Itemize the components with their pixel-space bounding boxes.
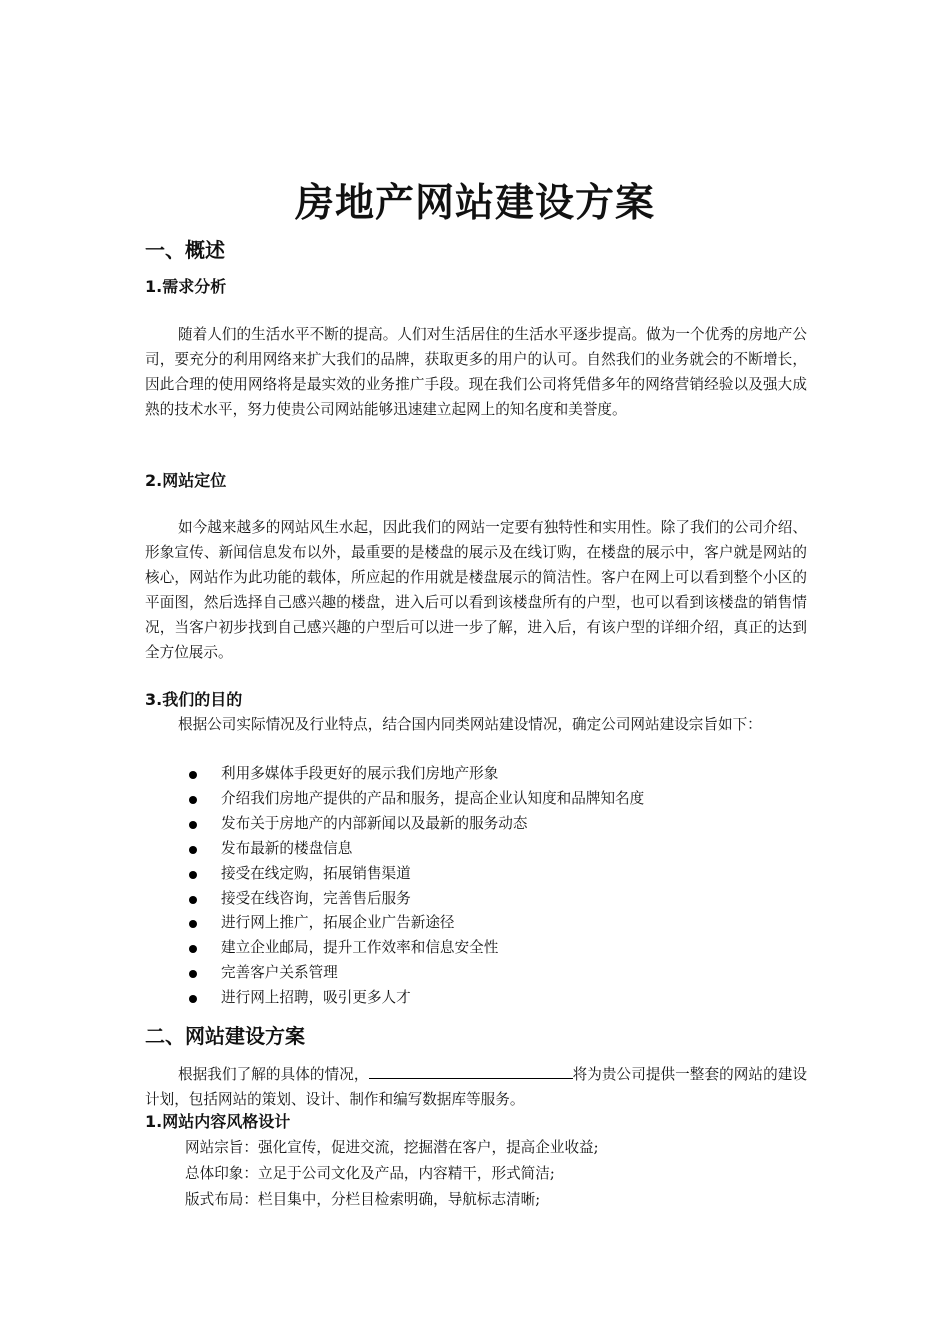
section-heading-overview: 一、概述: [145, 238, 225, 262]
paragraph-plan-intro: [145, 1062, 807, 1112]
bullet-icon: [189, 970, 197, 978]
content-style-lines: [185, 1135, 599, 1213]
list-item: [185, 887, 644, 912]
style-line-purpose: 网站宗旨：强化宣传，促进交流，挖掘潜在客户，提高企业收益;: [185, 1139, 599, 1156]
list-item: [185, 961, 644, 986]
document-title: 房地产网站建设方案: [294, 181, 655, 226]
list-item-text: 发布最新的楼盘信息: [221, 839, 353, 857]
list-item: [185, 986, 644, 1011]
section-heading-plan: 二、网站建设方案: [145, 1024, 305, 1048]
goals-bullet-list: [185, 762, 644, 1011]
paragraph-requirements: 随着人们的生活水平不断的提高。人们对生活居住的生活水平逐步提高。做为一个优秀的房地产公司，要充分的利用网络来扩大我们的品牌，获取更多的用户的认可。自然我们的业务就会的不断增长，因此合理的使用网络将是最实效的业务推广手段。现在我们公司将凭借多年的网络营销经验以及强大成熟的技术水平，努力使贵公司网站能够迅速建立起网上的知名度和美誉度。: [145, 326, 807, 418]
subheading-goals: 3.我们的目的: [145, 690, 243, 709]
company-name-blank: [369, 1062, 573, 1079]
list-item: [185, 837, 644, 862]
style-line-layout: 版式布局：栏目集中，分栏目检索明确，导航标志清晰;: [185, 1191, 541, 1208]
bullet-icon: [189, 995, 197, 1003]
list-item-text: 进行网上推广，拓展企业广告新途径: [221, 914, 455, 932]
bullet-icon: [189, 846, 197, 854]
list-item: [185, 936, 644, 961]
paragraph-positioning: 如今越来越多的网站风生水起，因此我们的网站一定要有独特性和实用性。除了我们的公司介绍、形象宣传、新闻信息发布以外，最重要的是楼盘的展示及在线订购，在楼盘的展示中，客户就是网站的核心，网站作为此功能的载体，所应起的作用就是楼盘展示的简洁性。客户在网上可以看到整个小区的平面图，然后选择自己感兴趣的楼盘，进入后可以看到该楼盘所有的户型，也可以看到该楼盘的销售情况，当客户初步找到自己感兴趣的户型后可以进一步了解，进入后，有该户型的详细介绍，真正的达到全方位展示。: [145, 519, 807, 661]
bullet-icon: [189, 920, 197, 928]
list-item-text: 建立企业邮局，提升工作效率和信息安全性: [221, 939, 499, 957]
style-line-impression: 总体印象：立足于公司文化及产品，内容精干，形式简洁;: [185, 1165, 555, 1182]
bullet-icon: [189, 821, 197, 829]
list-item: [185, 862, 644, 887]
subheading-requirements: 1.需求分析: [145, 277, 227, 296]
plan-intro-start: 根据我们了解的具体的情况，: [178, 1066, 369, 1083]
list-item-text: 介绍我们房地产提供的产品和服务，提高企业认知度和品牌知名度: [221, 789, 645, 807]
list-item: [185, 762, 644, 787]
plan-intro-end: 将为贵公司提供一整套的网站的建设计划，包括网站的策划、设计、制作和编写数据库等服务。: [145, 1066, 807, 1108]
bullet-icon: [189, 771, 197, 779]
list-item: [185, 911, 644, 936]
list-item-text: 完善客户关系管理: [221, 964, 338, 982]
bullet-icon: [189, 945, 197, 953]
list-item: [185, 787, 644, 812]
subheading-positioning: 2.网站定位: [145, 471, 227, 490]
list-item: [185, 812, 644, 837]
list-item-text: 进行网上招聘，吸引更多人才: [221, 989, 411, 1007]
paragraph-goals: 根据公司实际情况及行业特点，结合国内同类网站建设情况，确定公司网站建设宗旨如下：: [178, 716, 762, 733]
list-item-text: 接受在线定购，拓展销售渠道: [221, 864, 411, 882]
subheading-content-style: 1.网站内容风格设计: [145, 1112, 291, 1131]
list-item-text: 利用多媒体手段更好的展示我们房地产形象: [221, 765, 499, 782]
list-item-text: 接受在线咨询，完善售后服务: [221, 889, 411, 907]
bullet-icon: [189, 896, 197, 904]
bullet-icon: [189, 796, 197, 804]
bullet-icon: [189, 871, 197, 879]
list-item-text: 发布关于房地产的内部新闻以及最新的服务动态: [221, 814, 528, 832]
